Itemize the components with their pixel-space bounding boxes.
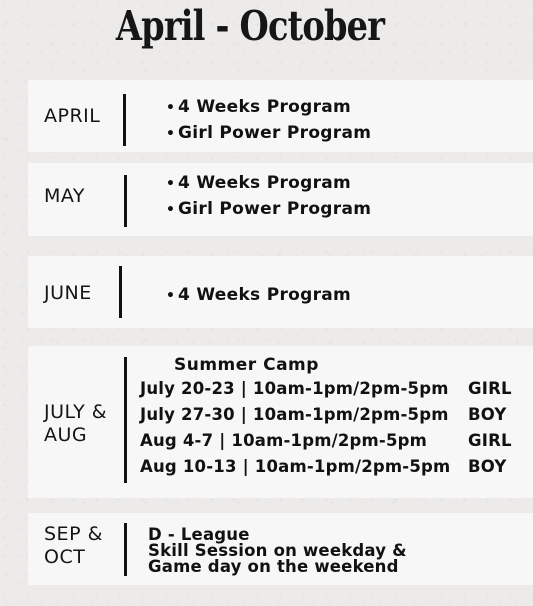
group-tag: BOY <box>468 405 507 424</box>
list-item: • 4 Weeks Program <box>166 170 371 196</box>
divider <box>123 94 126 146</box>
session-row: July 20-23 | 10am-1pm/2pm-5pm GIRL <box>140 376 520 402</box>
bullet-icon: • <box>166 126 176 142</box>
league-details <box>148 527 407 575</box>
schedule-card-may <box>28 163 533 236</box>
list-item: • Girl Power Program <box>166 196 371 222</box>
schedule-card-sep-oct <box>28 513 533 585</box>
league-line: Skill Session on weekday & <box>148 541 407 560</box>
month-label: APRIL <box>44 105 101 127</box>
program-list <box>166 94 371 146</box>
program-list <box>166 170 371 222</box>
month-label: SEP & OCT <box>44 523 103 568</box>
session-row: Aug 4-7 | 10am-1pm/2pm-5pm GIRL <box>140 428 520 454</box>
bullet-icon: • <box>166 202 176 218</box>
program-list <box>166 282 351 308</box>
schedule-card-june <box>28 256 533 328</box>
month-label: JULY & AUG <box>44 401 108 446</box>
page-title: April - October <box>115 2 385 50</box>
list-item: • 4 Weeks Program <box>166 282 351 308</box>
bullet-icon: • <box>166 288 176 304</box>
league-line: Game day on the weekend <box>148 557 399 576</box>
summer-camp-heading: Summer Camp <box>174 355 319 375</box>
bullet-icon: • <box>166 176 176 192</box>
list-item: • Girl Power Program <box>166 120 371 146</box>
bullet-icon: • <box>166 100 176 116</box>
month-label: JUNE <box>44 282 92 304</box>
schedule-card-july-aug <box>28 346 533 498</box>
session-list <box>140 376 520 480</box>
session-row: Aug 10-13 | 10am-1pm/2pm-5pm BOY <box>140 454 520 480</box>
group-tag: GIRL <box>468 379 512 398</box>
month-label: MAY <box>44 185 86 207</box>
schedule-card-april <box>28 80 533 152</box>
divider <box>124 175 127 227</box>
league-line: D - League <box>148 525 250 544</box>
divider <box>124 357 127 483</box>
divider <box>119 266 122 318</box>
group-tag: GIRL <box>468 431 512 450</box>
session-row: July 27-30 | 10am-1pm/2pm-5pm BOY <box>140 402 520 428</box>
list-item: • 4 Weeks Program <box>166 94 371 120</box>
group-tag: BOY <box>468 457 507 476</box>
divider <box>124 523 127 576</box>
